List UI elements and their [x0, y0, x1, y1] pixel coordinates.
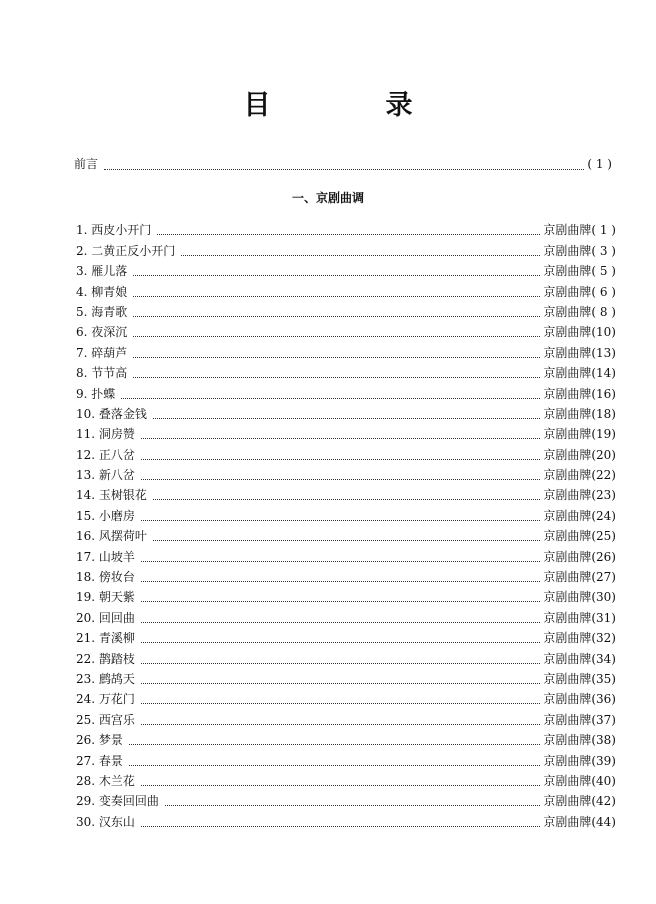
entry-title: 26. 梦景	[76, 733, 123, 748]
toc-entry[interactable]	[76, 239, 616, 259]
toc-entry[interactable]	[76, 810, 616, 830]
entry-title: 27. 春景	[76, 753, 123, 768]
toc-entry[interactable]	[76, 341, 616, 361]
dot-leader	[141, 703, 540, 704]
entry-title: 11. 洞房赞	[76, 427, 135, 442]
entry-page-number: (22)	[591, 468, 616, 483]
entry-title: 4. 柳青娘	[76, 284, 128, 299]
entry-title: 6. 夜深沉	[76, 325, 128, 340]
dot-leader	[141, 785, 540, 786]
entry-title: 28. 木兰花	[76, 773, 135, 788]
dot-leader	[141, 826, 540, 827]
entry-title: 15. 小磨房	[76, 508, 135, 523]
dot-leader	[133, 316, 540, 317]
toc-entry[interactable]	[76, 423, 616, 443]
entry-page-number: (36)	[591, 692, 616, 707]
entry-category: 京剧曲牌	[543, 773, 592, 788]
entry-category: 京剧曲牌	[543, 406, 592, 421]
dot-leader	[133, 275, 540, 276]
entry-page-number: ( 3 )	[591, 243, 616, 258]
entry-page-number: (24)	[591, 508, 616, 523]
entry-category: 京剧曲牌	[543, 488, 592, 503]
entry-page-number: (14)	[591, 366, 616, 381]
entry-title: 12. 正八岔	[76, 447, 135, 462]
toc-entry[interactable]	[76, 443, 616, 463]
entry-title: 8. 节节高	[76, 366, 128, 381]
entry-category: 京剧曲牌	[543, 508, 592, 523]
dot-leader	[141, 622, 540, 623]
dot-leader	[133, 296, 540, 297]
entry-category: 京剧曲牌	[543, 549, 592, 564]
entry-title: 25. 西宫乐	[76, 712, 135, 727]
entry-category: 京剧曲牌	[543, 733, 592, 748]
entry-title: 13. 新八岔	[76, 468, 135, 483]
page-title: 目 录	[243, 90, 457, 122]
entry-category: 京剧曲牌	[543, 386, 592, 401]
entry-category: 京剧曲牌	[543, 264, 592, 279]
preface-page-number: ( 1 )	[587, 157, 612, 171]
entry-page-number: (25)	[591, 529, 616, 544]
entry-title: 1. 西皮小开门	[76, 223, 152, 238]
dot-leader	[141, 520, 540, 521]
toc-entry[interactable]	[76, 770, 616, 790]
entry-page-number: (37)	[591, 712, 616, 727]
dot-leader	[141, 683, 540, 684]
toc-entry[interactable]	[76, 688, 616, 708]
entry-category: 京剧曲牌	[543, 794, 592, 809]
entry-page-number: (27)	[591, 570, 616, 585]
entry-category: 京剧曲牌	[543, 284, 592, 299]
dot-leader	[165, 805, 540, 806]
toc-entry[interactable]	[76, 504, 616, 524]
toc-entry[interactable]	[76, 362, 616, 382]
entry-category: 京剧曲牌	[543, 529, 592, 544]
toc-entry[interactable]	[76, 790, 616, 810]
toc-preface-entry[interactable]	[74, 154, 612, 174]
dot-leader	[133, 357, 540, 358]
entry-category: 京剧曲牌	[543, 427, 592, 442]
entry-category: 京剧曲牌	[543, 814, 592, 829]
entry-category: 京剧曲牌	[543, 753, 592, 768]
entry-title: 24. 万花门	[76, 692, 135, 707]
entry-page-number: (13)	[591, 345, 616, 360]
toc-entry[interactable]	[76, 668, 616, 688]
dot-leader	[157, 234, 540, 235]
entry-page-number: (42)	[591, 794, 616, 809]
dot-leader	[141, 459, 540, 460]
entry-page-number: (40)	[591, 773, 616, 788]
entry-title: 17. 山坡羊	[76, 549, 135, 564]
toc-entry[interactable]	[76, 301, 616, 321]
entry-page-number: ( 8 )	[591, 304, 616, 319]
section-heading: 一、京剧曲调	[291, 191, 364, 205]
entry-page-number: (35)	[591, 671, 616, 686]
dot-leader	[153, 418, 540, 419]
entry-category: 京剧曲牌	[543, 692, 592, 707]
entry-category: 京剧曲牌	[543, 304, 592, 319]
toc-entry[interactable]	[76, 627, 616, 647]
dot-leader	[141, 561, 540, 562]
entry-title: 21. 青溪柳	[76, 631, 135, 646]
toc-entry[interactable]	[76, 260, 616, 280]
entry-title: 7. 碎葫芦	[76, 345, 128, 360]
entry-category: 京剧曲牌	[543, 366, 592, 381]
entry-category: 京剧曲牌	[543, 345, 592, 360]
dot-leader	[133, 377, 540, 378]
entry-title: 3. 雁儿落	[76, 264, 128, 279]
toc-list	[76, 219, 616, 831]
toc-entry[interactable]	[76, 219, 616, 239]
entry-page-number: (31)	[591, 610, 616, 625]
entry-category: 京剧曲牌	[543, 243, 592, 258]
dot-leader	[141, 642, 540, 643]
dot-leader	[141, 581, 540, 582]
toc-entry[interactable]	[76, 280, 616, 300]
entry-category: 京剧曲牌	[543, 590, 592, 605]
entry-title: 22. 鹊踏枝	[76, 651, 135, 666]
entry-title: 2. 二黄正反小开门	[76, 243, 176, 258]
entry-page-number: (39)	[591, 753, 616, 768]
entry-category: 京剧曲牌	[543, 671, 592, 686]
toc-entry[interactable]	[76, 484, 616, 504]
toc-entry[interactable]	[76, 749, 616, 769]
dot-leader	[141, 438, 540, 439]
entry-title: 20. 回回曲	[76, 610, 135, 625]
entry-title: 16. 风摆荷叶	[76, 529, 147, 544]
entry-category: 京剧曲牌	[543, 325, 592, 340]
entry-title: 23. 鹧鸪天	[76, 671, 135, 686]
entry-page-number: (32)	[591, 631, 616, 646]
entry-title: 19. 朝天紫	[76, 590, 135, 605]
toc-entry[interactable]	[76, 566, 616, 586]
entry-category: 京剧曲牌	[543, 223, 592, 238]
dot-leader	[141, 601, 540, 602]
entry-page-number: (18)	[591, 406, 616, 421]
entry-page-number: (30)	[591, 590, 616, 605]
entry-page-number: (20)	[591, 447, 616, 462]
entry-page-number: (38)	[591, 733, 616, 748]
entry-category: 京剧曲牌	[543, 447, 592, 462]
entry-category: 京剧曲牌	[543, 468, 592, 483]
entry-page-number: ( 1 )	[591, 223, 616, 238]
entry-category: 京剧曲牌	[543, 610, 592, 625]
entry-title: 18. 傍妆台	[76, 570, 135, 585]
entry-category: 京剧曲牌	[543, 631, 592, 646]
entry-page-number: (26)	[591, 549, 616, 564]
dot-leader	[129, 765, 540, 766]
toc-entry[interactable]	[76, 586, 616, 606]
toc-entry[interactable]	[76, 708, 616, 728]
dot-leader	[141, 479, 540, 480]
entry-page-number: (10)	[591, 325, 616, 340]
dot-leader	[181, 255, 540, 256]
entry-page-number: (44)	[591, 814, 616, 829]
entry-page-number: ( 5 )	[591, 264, 616, 279]
entry-title: 9. 扑蝶	[76, 386, 116, 401]
dot-leader	[141, 724, 540, 725]
entry-category: 京剧曲牌	[543, 570, 592, 585]
toc-entry[interactable]	[76, 403, 616, 423]
entry-page-number: (23)	[591, 488, 616, 503]
dot-leader	[153, 499, 540, 500]
entry-page-number: (19)	[591, 427, 616, 442]
entry-page-number: ( 6 )	[591, 284, 616, 299]
entry-title: 5. 海青歌	[76, 304, 128, 319]
entry-page-number: (34)	[591, 651, 616, 666]
dot-leader	[121, 398, 540, 399]
toc-entry[interactable]	[76, 729, 616, 749]
entry-title: 14. 玉树银花	[76, 488, 147, 503]
toc-entry[interactable]	[76, 647, 616, 667]
entry-title: 29. 变奏回回曲	[76, 794, 159, 809]
dot-leader	[104, 169, 584, 170]
entry-page-number: (16)	[591, 386, 616, 401]
entry-title: 30. 汉东山	[76, 814, 135, 829]
entry-category: 京剧曲牌	[543, 651, 592, 666]
dot-leader	[141, 663, 540, 664]
dot-leader	[153, 540, 540, 541]
dot-leader	[129, 744, 540, 745]
toc-entry[interactable]	[76, 321, 616, 341]
entry-title: 10. 叠落金钱	[76, 406, 147, 421]
toc-entry[interactable]	[76, 606, 616, 626]
preface-label: 前言	[74, 157, 99, 171]
dot-leader	[133, 336, 540, 337]
entry-category: 京剧曲牌	[543, 712, 592, 727]
toc-entry[interactable]	[76, 464, 616, 484]
toc-entry[interactable]	[76, 525, 616, 545]
toc-entry[interactable]	[76, 382, 616, 402]
toc-entry[interactable]	[76, 545, 616, 565]
